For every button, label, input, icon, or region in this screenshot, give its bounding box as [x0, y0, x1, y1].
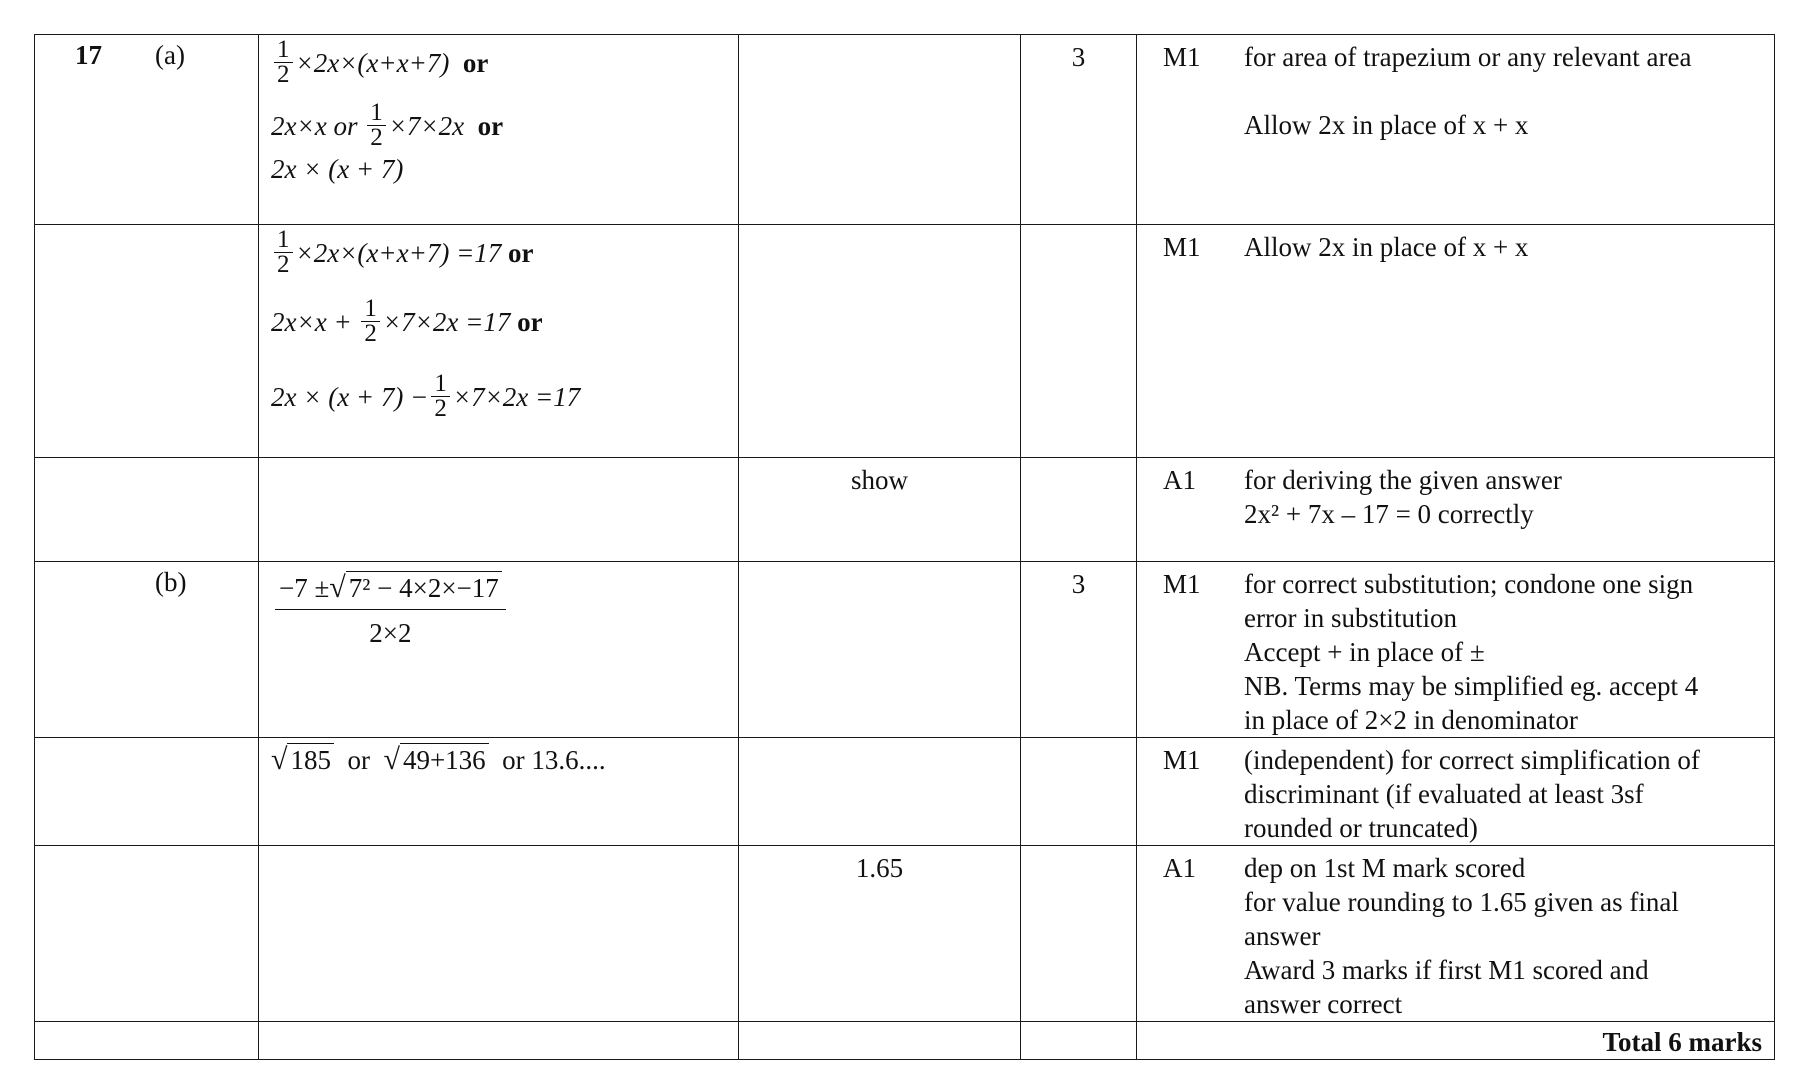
marks-cell [1021, 846, 1137, 1022]
working-line: ×7×2x =17 [452, 381, 581, 412]
guidance-note [1244, 74, 1774, 108]
empty-cell [259, 1022, 739, 1060]
total-row [35, 1022, 1775, 1060]
or-label: or [477, 110, 504, 141]
answer-cell [739, 35, 1021, 225]
guidance-note: 2x² + 7x – 17 = 0 correctly [1244, 499, 1534, 529]
working-line: 2x×x or [271, 110, 358, 141]
guidance-note: (independent) for correct simplification of [1244, 745, 1700, 775]
working-cell [259, 458, 739, 562]
working-line: or 13.6.... [502, 745, 606, 775]
guidance-cell [1137, 738, 1775, 846]
mark-code: M1 [1163, 232, 1201, 262]
table-row [35, 846, 1775, 1022]
guidance-note: rounded or truncated) [1244, 813, 1478, 843]
working-line: ×2x×(x+x+7) [295, 47, 450, 78]
question-cell [35, 846, 259, 1022]
empty-cell [1021, 1022, 1137, 1060]
guidance-cell [1137, 35, 1775, 225]
working-line: ×7×2x =17 [382, 306, 511, 337]
working-cell [259, 738, 739, 846]
or-label: or [508, 237, 534, 268]
table-row [35, 738, 1775, 846]
guidance-note: in place of 2×2 in denominator [1244, 705, 1578, 735]
half-fraction: $\frac{1}{2}$ [431, 372, 450, 421]
question-cell [35, 35, 259, 225]
answer-cell: 1.65 [739, 846, 1021, 1022]
numerator-prefix: −7 ± [279, 573, 330, 603]
answer-cell: show [739, 458, 1021, 562]
marks-cell [1021, 738, 1137, 846]
square-root: √ 7² − 4×2×−17 [329, 571, 501, 605]
question-cell [35, 225, 259, 458]
guidance-cell [1137, 562, 1775, 738]
mark-scheme-table [34, 34, 1775, 1060]
guidance-note: dep on 1st M mark scored [1244, 853, 1526, 883]
question-part-a: (a) [155, 40, 185, 70]
working-cell [259, 225, 739, 458]
question-cell [35, 562, 259, 738]
working-line: 2x × (x + 7) [271, 154, 404, 184]
guidance-note: Allow 2x in place of x + x [1244, 232, 1529, 262]
denominator: 2×2 [369, 618, 412, 648]
mark-code: A1 [1163, 465, 1196, 495]
table-row [35, 562, 1775, 738]
square-root: √ 49+136 [383, 743, 488, 777]
question-cell [35, 458, 259, 562]
answer-cell [739, 225, 1021, 458]
guidance-note: Accept + in place of ± [1244, 637, 1485, 667]
empty-cell [35, 1022, 259, 1060]
or-label: or [462, 47, 489, 78]
square-root: √ 185 [271, 743, 334, 777]
mark-code: M1 [1163, 745, 1201, 775]
or-label: or [347, 745, 370, 775]
answer-cell [739, 562, 1021, 738]
guidance-cell [1137, 225, 1775, 458]
guidance-cell [1137, 846, 1775, 1022]
quadratic-formula [275, 571, 506, 650]
mark-code: M1 [1163, 42, 1201, 72]
guidance-note: error in substitution [1244, 603, 1457, 633]
guidance-note: answer correct [1244, 989, 1403, 1019]
table-row [35, 225, 1775, 458]
working-line: ×2x×(x+x+7) =17 [295, 237, 502, 268]
guidance-note: for correct substitution; condone one sign [1244, 569, 1694, 599]
guidance-note: discriminant (if evaluated at least 3sf [1244, 779, 1644, 809]
half-fraction: $\frac{1}{2}$ [361, 297, 380, 346]
working-line: 2x × (x + 7) − [271, 381, 429, 412]
working-cell [259, 846, 739, 1022]
question-part-b: (b) [155, 567, 187, 597]
table-row [35, 458, 1775, 562]
marks-cell [1021, 458, 1137, 562]
marks-cell: 3 [1021, 35, 1137, 225]
half-fraction: $\frac{1}{2}$ [274, 38, 293, 87]
guidance-note: answer [1244, 921, 1321, 951]
guidance-note: Award 3 marks if first M1 scored and [1244, 955, 1649, 985]
mark-code: M1 [1163, 569, 1201, 599]
working-cell [259, 562, 739, 738]
guidance-note: for deriving the given answer [1244, 465, 1562, 495]
half-fraction: $\frac{1}{2}$ [367, 101, 386, 150]
marks-cell [1021, 225, 1137, 458]
working-cell [259, 35, 739, 225]
guidance-note: for area of trapezium or any relevant area [1244, 42, 1692, 72]
table-row [35, 35, 1775, 225]
or-label: or [517, 306, 543, 337]
guidance-note: NB. Terms may be simplified eg. accept 4 [1244, 671, 1699, 701]
marks-cell: 3 [1021, 562, 1137, 738]
empty-cell [739, 1022, 1021, 1060]
guidance-note: for value rounding to 1.65 given as final [1244, 887, 1679, 917]
working-line: 2x×x + [271, 306, 352, 337]
half-fraction: $\frac{1}{2}$ [274, 228, 293, 277]
guidance-cell [1137, 458, 1775, 562]
answer-cell [739, 738, 1021, 846]
mark-code: A1 [1163, 853, 1196, 883]
guidance-note: Allow 2x in place of x + x [1244, 110, 1529, 140]
working-line: ×7×2x [388, 110, 465, 141]
total-marks: Total 6 marks [1137, 1022, 1775, 1060]
question-number: 17 [75, 40, 102, 70]
question-cell [35, 738, 259, 846]
